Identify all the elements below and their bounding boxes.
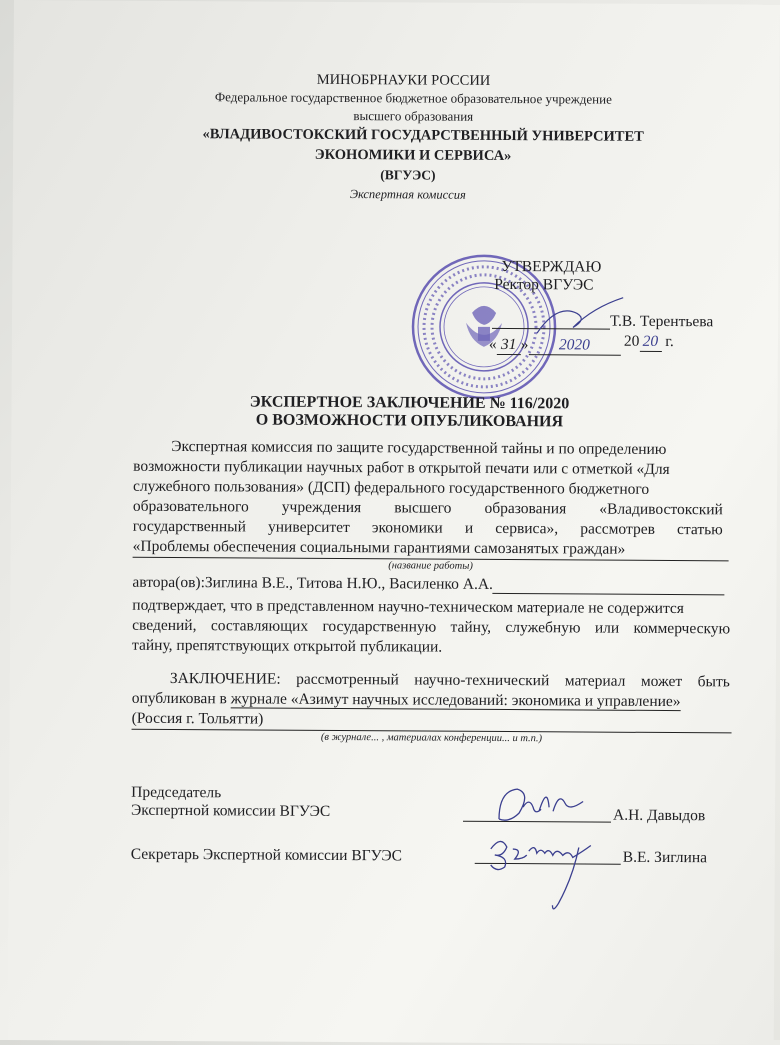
secretary-name: В.Е. Зиглина [622, 848, 708, 867]
authors-row [132, 573, 493, 595]
paragraph1-line4: образовательного учреждения высшего образования «Владивостокский [132, 497, 723, 519]
paragraph1-line2: возможности публикации научных работ в открытой печати или с отметкой «Для [133, 457, 670, 479]
date-month: 2020 [528, 336, 620, 356]
university-name-line1: «ВЛАДИВОСТОКСКИЙ ГОСУДАРСТВЕННЫЙ УНИВЕРСИТЕТ [202, 126, 644, 145]
ministry-name: МИНОБРНАУКИ РОССИИ [316, 71, 491, 89]
authors-value: Зиглина В.Е., Титова Н.Ю., Василенко А.А. [204, 574, 493, 593]
date-day: 31 [497, 336, 521, 355]
conclusion-title-line2: О ВОЗМОЖНОСТИ ОПУБЛИКОВАНИЯ [255, 411, 564, 431]
institution-type-line1: Федеральное государственное бюджетное образовательное учреждение [214, 89, 612, 107]
chair-signature [479, 781, 589, 828]
paragraph2-line3: тайну, препятствующих открытой публикации. [132, 636, 443, 656]
university-abbr: (ВГУЭС) [380, 167, 436, 183]
year-prefix: 20 [623, 332, 640, 350]
paragraph2-line2: сведений, составляющих государственную тайну, служебную или коммерческую [132, 616, 731, 638]
paragraph1-line5: государственный университет экономики и сервиса», рассмотрев статью [132, 517, 723, 539]
approval-year [624, 333, 674, 352]
year-end: г. [661, 332, 674, 351]
rector-name: Т.В. Терентьева [609, 312, 714, 331]
date-open-quote: « [488, 335, 497, 353]
authors-label: автора(ов): [132, 573, 205, 592]
conclusion-line1: ЗАКЛЮЧЕНИЕ: рассмотренный научно-технический материал может быть [169, 669, 730, 691]
chair-title-line2: Экспертной комиссии ВГУЭС [131, 801, 331, 820]
secretary-title: Секретарь Экспертной комиссии ВГУЭС [130, 845, 403, 865]
approval-title: УТВЕРЖДАЮ [501, 257, 602, 276]
conclusion-published-in: опубликован в [131, 689, 231, 708]
authors-underline [492, 593, 724, 595]
work-title-caption: (название работы) [388, 560, 473, 572]
conclusion-title-line1: ЭКСПЕРТНОЕ ЗАКЛЮЧЕНИЕ № 116/2020 [249, 393, 570, 413]
paragraph1-line3: служебного пользования» (ДСП) федерального государственного бюджетного [132, 477, 650, 498]
approval-position: Ректор ВГУЭС [494, 275, 594, 294]
university-name-line2: ЭКОНОМИКИ И СЕРВИСА» [314, 146, 512, 165]
journal-name: журнале «Азимут научных исследований: экономика и управление» [230, 690, 681, 711]
paragraph2-line1: подтверждает, что в представленном научно-техническом материале не содержится [132, 596, 685, 618]
institution-type-line2: высшего образования [353, 108, 474, 124]
paragraph1-line1: Экспертная комиссия по защите государственной тайны и по определению [171, 437, 667, 458]
work-title: «Проблемы обеспечения социальными гарантиями самозанятых граждан» [133, 537, 729, 562]
approval-date [489, 336, 621, 356]
commission-name: Экспертная комиссия [349, 187, 466, 202]
date-close-quote: » [520, 336, 529, 354]
year-suffix: 20 [639, 333, 661, 352]
journal-caption: (в журнале... , материалах конференции... и т.п.) [320, 731, 543, 745]
document-sheet [8, 0, 780, 1045]
secretary-signature [482, 829, 613, 922]
journal-location: (Россия г. Тольятти) [132, 709, 732, 734]
chair-name: А.Н. Давыдов [612, 806, 706, 825]
chair-title-line1: Председатель [131, 783, 222, 802]
